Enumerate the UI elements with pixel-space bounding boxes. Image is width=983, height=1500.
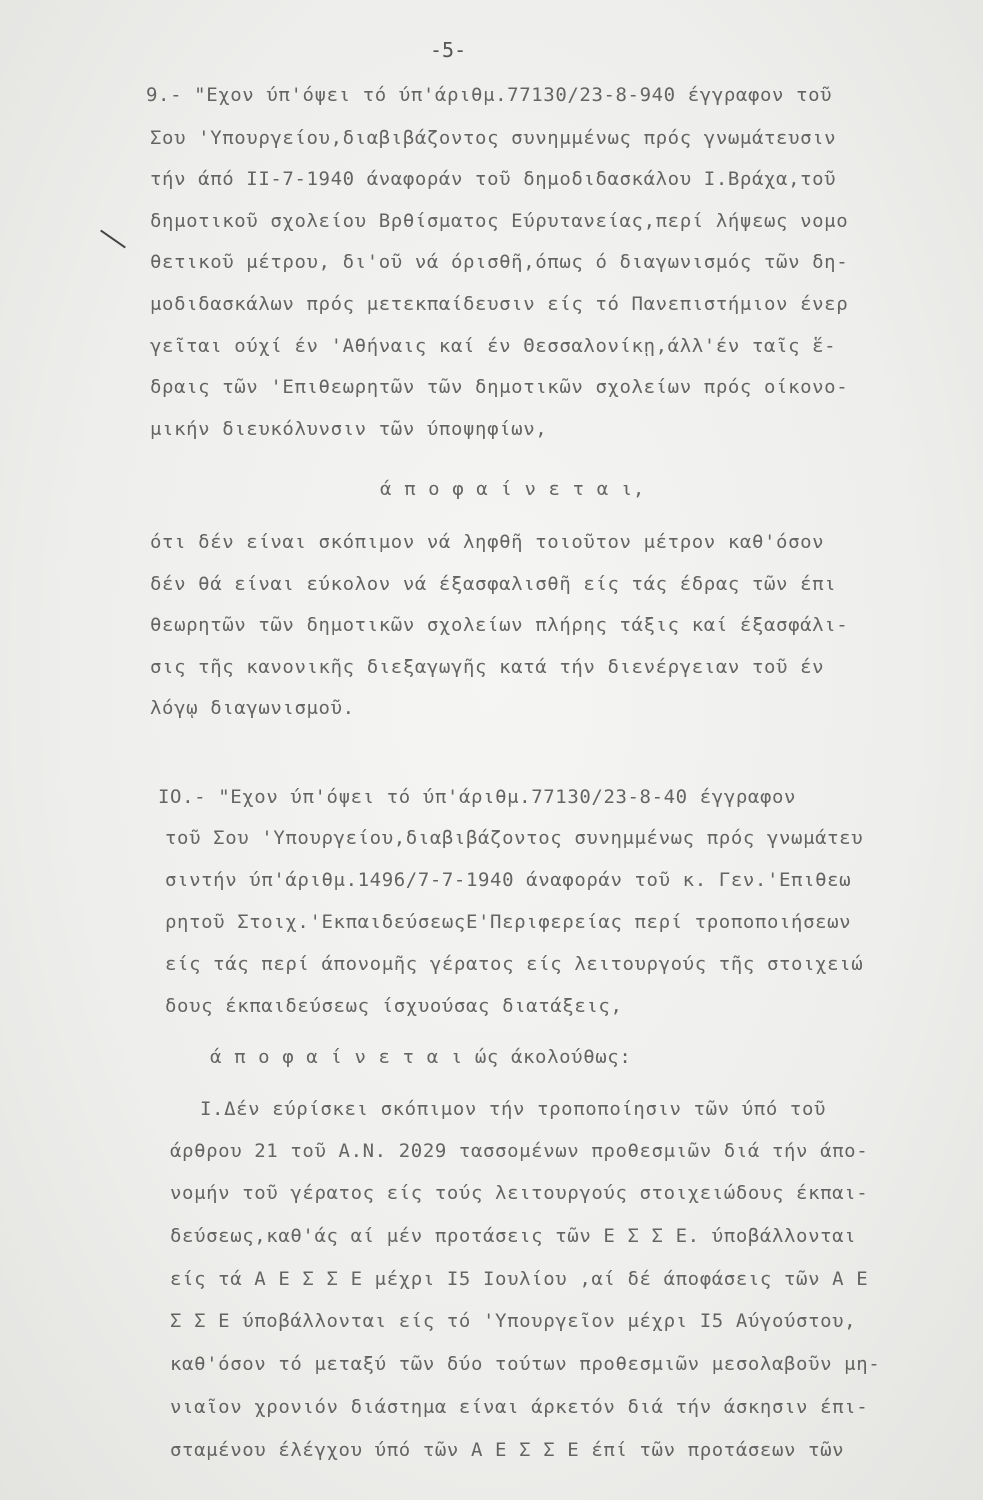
margin-pen-mark — [100, 230, 126, 249]
section9-line: μοδιδασκάλων πρός μετεκπαίδευσιν είς τό Πανεπιστήμιον ένερ — [150, 293, 849, 315]
section9-line: γεῖται ούχί έν 'Αθήναις καί έν Θεσσαλονίκῃ,άλλ'έν ταῖς ἕ- — [150, 335, 837, 357]
section10-line: δους έκπαιδεύσεως ίσχυούσας διατάξεις, — [165, 995, 623, 1017]
section9-verdict: ά π ο φ α ί ν ε τ α ι, — [380, 478, 645, 500]
section9-decision-line: δέν θά είναι εύκολον νά έξασφαλισθῆ είς τάς έδρας τῶν έπι — [150, 573, 837, 595]
section9-line: δραις τῶν 'Επιθεωρητῶν τῶν δημοτικῶν σχολείων πρός οίκονο- — [150, 376, 849, 398]
section10-decision-line: καθ'όσον τό μεταξύ τῶν δύο τούτων προθεσμιῶν μεσολαβοῦν μη- — [170, 1353, 881, 1375]
section9-line: δημοτικοῦ σχολείου Βρθίσματος Εύρυτανείας,περί λήψεως νομο — [150, 210, 849, 232]
section10-verdict: ά π ο φ α ί ν ε τ α ι ώς άκολούθως: — [210, 1046, 632, 1068]
section9-line: Σου 'Υπουργείου,διαβιβάζοντος συνημμένως πρός γνωμάτευσιν — [150, 127, 837, 149]
section9-line: 9.- "Εχον ύπ'όψει τό ύπ'άριθμ.77130/23-8-940 έγγραφον τοῦ — [146, 84, 833, 106]
section10-decision-line: είς τά Α Ε Σ Σ Ε μέχρι Ι5 Ιουλίου ,αί δέ άποφάσεις τῶν Α Ε — [170, 1268, 869, 1290]
section10-decision-line: σταμένου έλέγχου ύπό τῶν Α Ε Σ Σ Ε έπί τῶν προτάσεων τῶν — [170, 1439, 845, 1461]
section10-decision-line: νομήν τοῦ γέρατος είς τούς λειτουργούς στοιχειώδους έκπαι- — [170, 1182, 869, 1204]
section9-decision-line: ότι δέν είναι σκόπιμον νά ληφθῆ τοιοῦτον μέτρον καθ'όσον — [150, 531, 825, 553]
section10-line: είς τάς περί άπονομῆς γέρατος είς λειτουργούς τῆς στοιχειώ — [165, 953, 864, 975]
section10-line: σιντήν ύπ'άριθμ.1496/7-7-1940 άναφοράν τοῦ κ. Γεν.'Επιθεω — [165, 869, 852, 891]
section9-decision-line: θεωρητῶν τῶν δημοτικῶν σχολείων πλήρης τάξις καί έξασφάλι- — [150, 614, 849, 636]
section10-decision-line: Ι.Δέν εύρίσκει σκόπιμον τήν τροποποίησιν τῶν ύπό τοῦ — [200, 1098, 827, 1120]
section10-decision-line: άρθρου 21 τοῦ Α.Ν. 2029 τασσομένων προθεσμιῶν διά τήν άπο- — [170, 1140, 869, 1162]
section9-line: μικήν διευκόλυνσιν τῶν ύποψηφίων, — [150, 418, 548, 440]
section10-decision-line: νιαῖον χρονιόν διάστημα είναι άρκετόν διά τήν άσκησιν έπι- — [170, 1396, 869, 1418]
section9-decision-line: σις τῆς κανονικῆς διεξαγωγῆς κατά τήν διενέργειαν τοῦ έν — [150, 656, 825, 678]
section10-decision-line: Σ Σ Ε ύποβάλλονται είς τό 'Υπουργεῖον μέχρι Ι5 Αύγούστου, — [170, 1310, 857, 1332]
section10-line: τοῦ Σου 'Υπουργείου,διαβιβάζοντος συνημμένως πρός γνωμάτευ — [165, 827, 864, 849]
section9-line: θετικοῦ μέτρου, δι'οῦ νά όρισθῆ,όπως ό διαγωνισμός τῶν δη- — [150, 251, 849, 273]
section10-line: ρητοῦ Στοιχ.'ΕκπαιδεύσεωςΕ'Περιφερείας περί τροποποιήσεων — [165, 911, 852, 933]
section9-line: τήν άπό ΙΙ-7-1940 άναφοράν τοῦ δημοδιδασκάλου Ι.Βράχα,τοῦ — [150, 168, 837, 190]
section9-decision-line: λόγῳ διαγωνισμοῦ. — [150, 697, 355, 719]
page-number: -5- — [430, 38, 467, 62]
section10-decision-line: δεύσεως,καθ'άς αί μέν προτάσεις τῶν Ε Σ Σ Ε. ύποβάλλονται — [170, 1225, 857, 1247]
section10-line: ΙΟ.- "Εχον ύπ'όψει τό ύπ'άριθμ.77130/23-8-40 έγγραφον — [158, 786, 797, 808]
